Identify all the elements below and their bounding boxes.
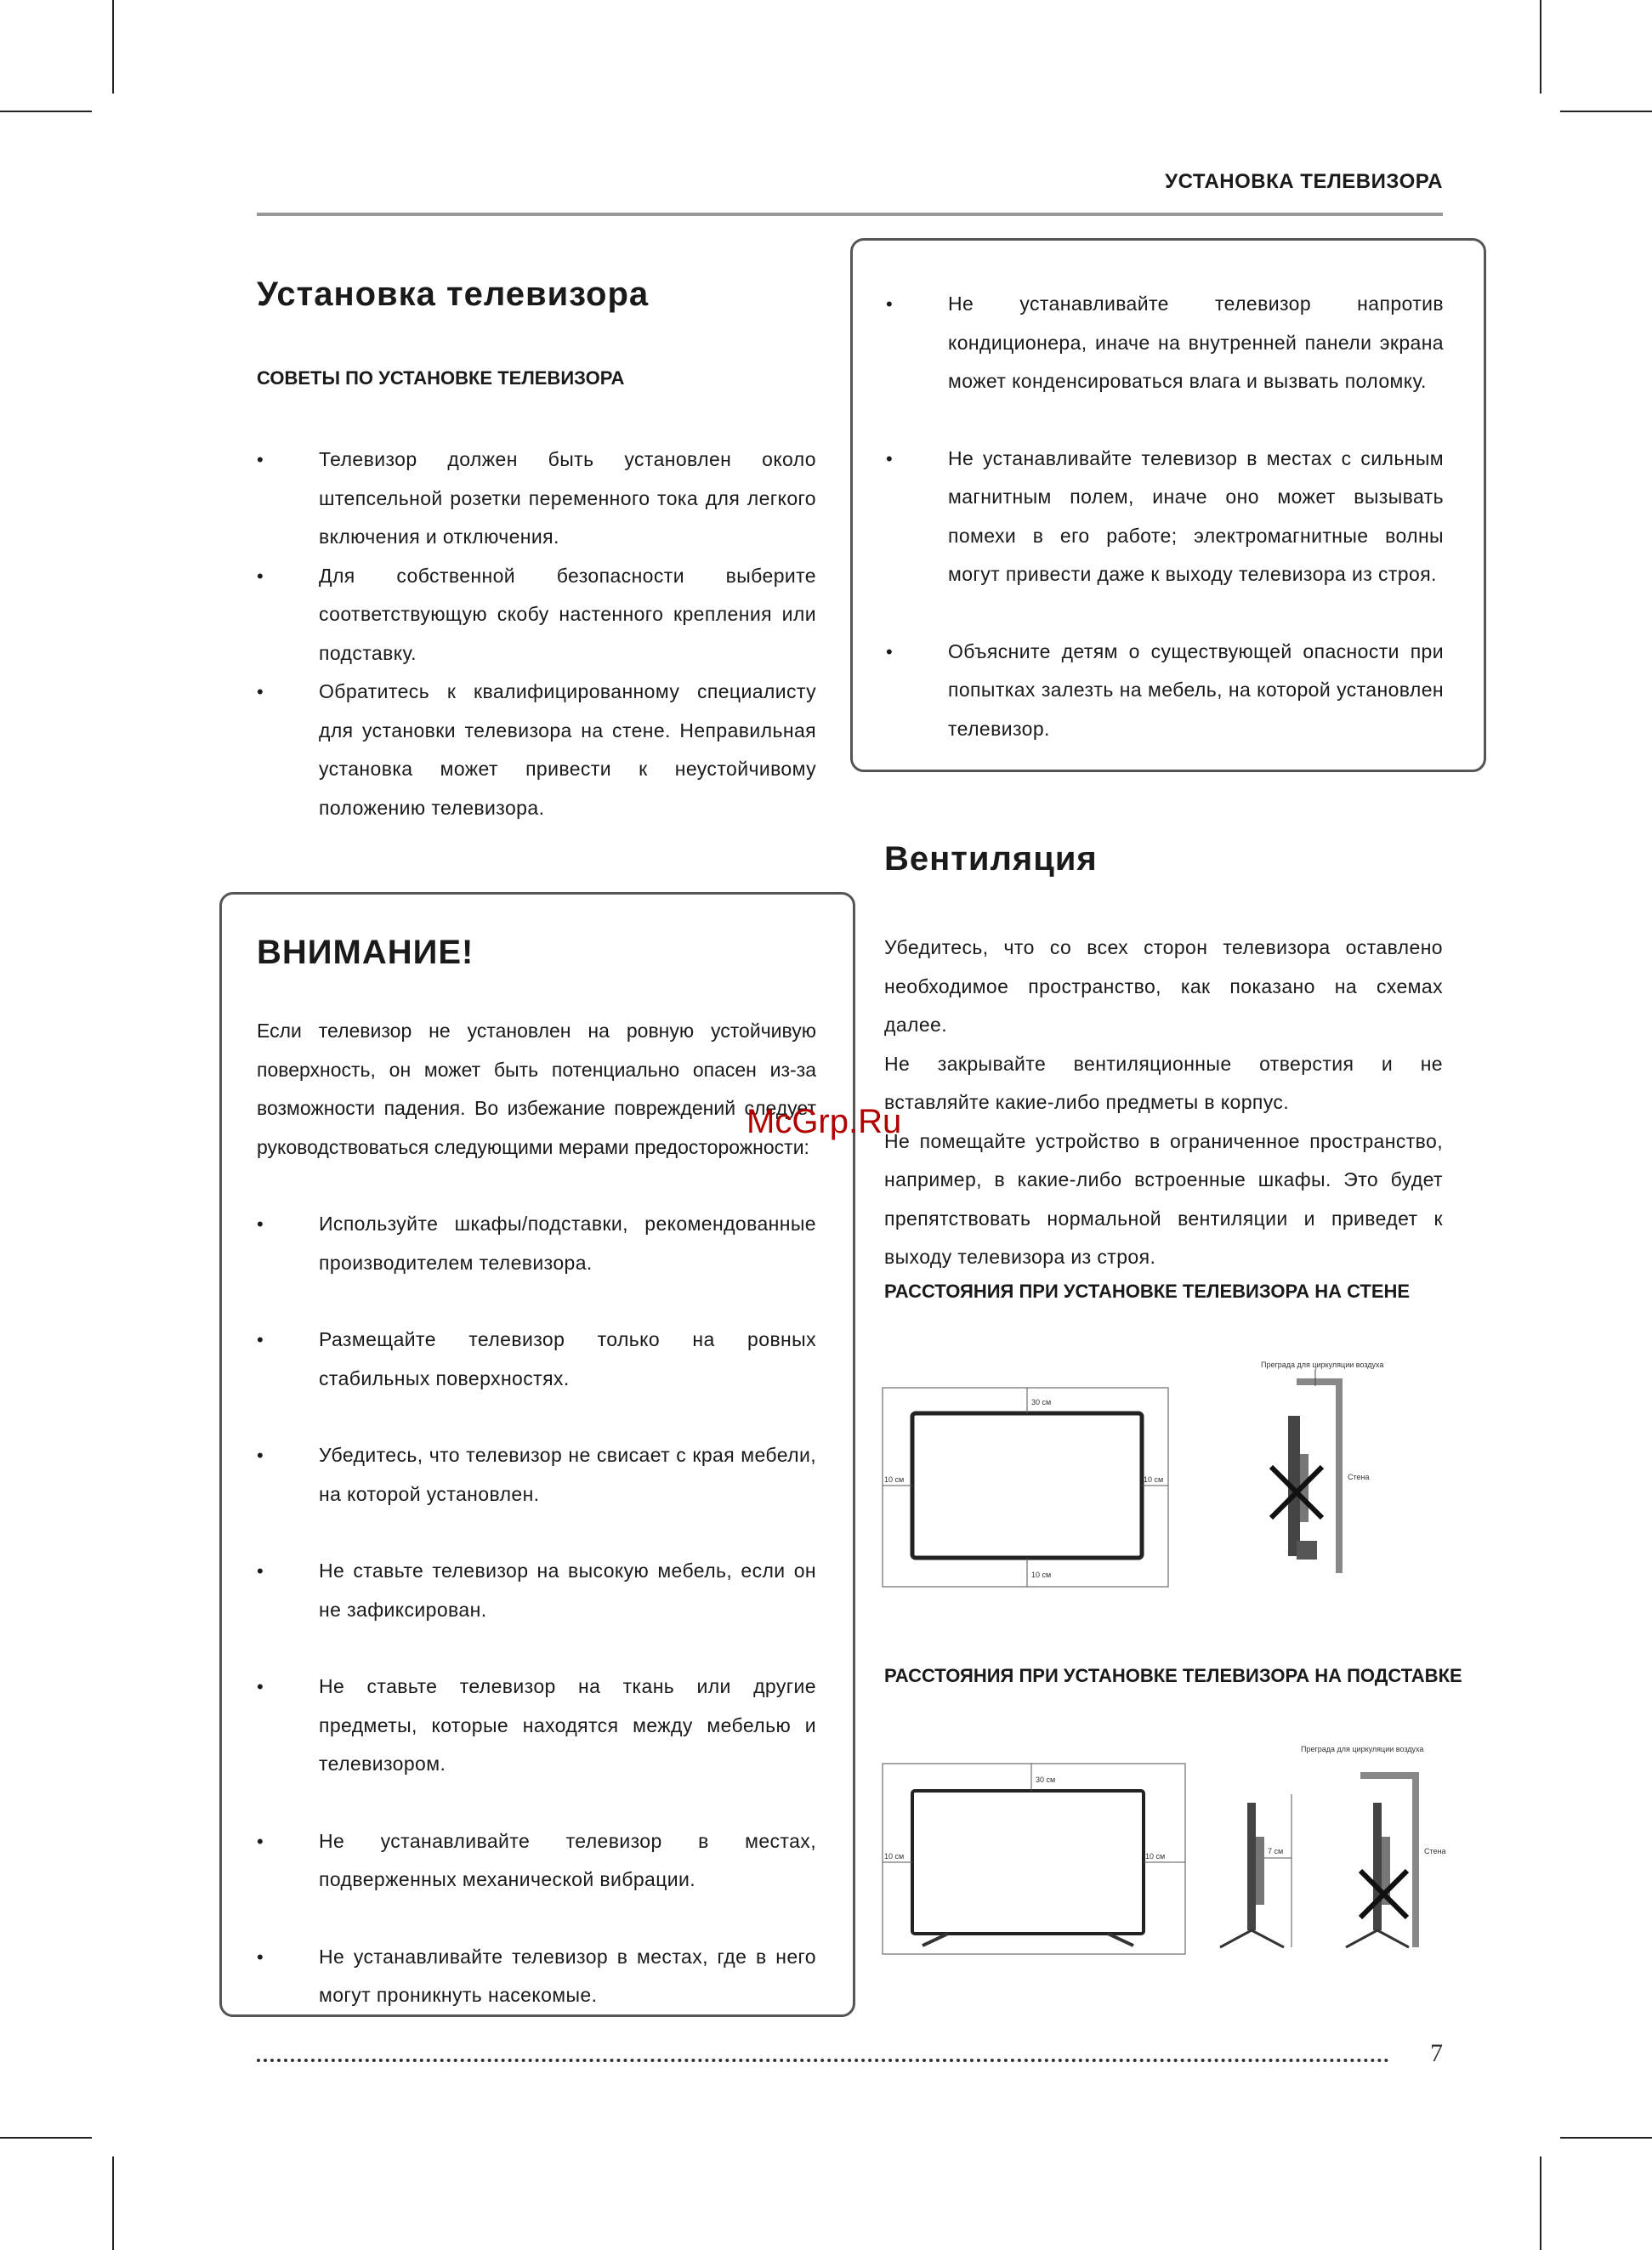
crop-mark	[0, 2137, 92, 2139]
list-item: • Не устанавливайте телевизор в местах, подверженных механической вибрации.	[257, 1822, 816, 1900]
bullet-icon: •	[886, 293, 894, 315]
list-item: • Не устанавливайте телевизор в местах, где в него могут проникнуть насекомые.	[257, 1938, 816, 2015]
crop-mark	[112, 0, 114, 94]
bullet-icon: •	[257, 1329, 264, 1350]
bullet-icon: •	[257, 1445, 264, 1466]
list-item: • Обратитесь к квалифицированному специалисту для установки телевизора на стене. Неправильная установка может привести к неустойчивому положению телевизора.	[257, 673, 816, 827]
warning-title: ВНИМАНИЕ!	[257, 934, 474, 971]
list-item: • Убедитесь, что телевизор не свисает с края мебели, на которой установлен.	[257, 1436, 816, 1514]
bullet-icon: •	[257, 681, 264, 702]
list-item: • Не ставьте телевизор на высокую мебель, если он не зафиксирован.	[257, 1552, 816, 1629]
crop-mark	[1560, 111, 1652, 112]
list-item: • Размещайте телевизор только на ровных стабильных поверхностях.	[257, 1321, 816, 1398]
bullet-icon: •	[886, 640, 894, 662]
tips-list	[257, 440, 816, 827]
stand-foot	[1346, 1930, 1377, 1947]
bullet-icon: •	[257, 1213, 264, 1235]
bullet-icon: •	[257, 449, 264, 470]
label-wall: Стена	[1424, 1847, 1446, 1855]
paragraph: Не помещайте устройство в ограниченное пространство, например, в какие-либо встроенные шкафы. Это будет препятствовать нормальной вентиляции и приведет к выходу телевизора из строя.	[884, 1129, 1443, 1268]
stand-foot	[1377, 1930, 1409, 1947]
crop-mark	[112, 2156, 114, 2250]
list-item: • Не ставьте телевизор на ткань или другие предметы, которые находятся между мебелью и телевизором.	[257, 1668, 816, 1784]
list-item: • Для собственной безопасности выберите соответствующую скобу настенного крепления или подставку.	[257, 557, 816, 673]
bullet-icon: •	[886, 447, 894, 469]
label-left: 10 см	[884, 1475, 905, 1484]
tv-side	[1247, 1803, 1256, 1930]
crop-mark	[1560, 2137, 1652, 2139]
label-barrier: Преграда для циркуляции воздуха	[1261, 1361, 1384, 1369]
stand-distances-heading: РАССТОЯНИЯ ПРИ УСТАНОВКЕ ТЕЛЕВИЗОРА НА ПОДСТАВКЕ	[884, 1665, 1462, 1686]
tips-heading: СОВЕТЫ ПО УСТАНОВКЕ ТЕЛЕВИЗОРА	[257, 367, 625, 389]
ventilation-title: Вентиляция	[884, 840, 1098, 878]
header-rule	[257, 213, 1443, 216]
page-number: 7	[1430, 2039, 1443, 2067]
label-top: 30 см	[1031, 1398, 1052, 1406]
wall-mount-diagram	[880, 1352, 1424, 1607]
label-barrier: Преграда для циркуляции воздуха	[1301, 1745, 1424, 1753]
stand-foot	[1108, 1934, 1133, 1946]
watermark: McGrp.Ru	[747, 1103, 902, 1140]
footer-dotted-rule	[257, 2059, 1389, 2062]
label-side: 7 см	[1268, 1847, 1284, 1855]
label-top: 30 см	[1036, 1776, 1056, 1784]
list-item: • Объясните детям о существующей опасности при попытках залезть на мебель, на которой установлен телевизор.	[886, 633, 1444, 749]
stand-foot	[1252, 1930, 1284, 1947]
label-wall: Стена	[1348, 1473, 1370, 1481]
label-left: 10 см	[884, 1852, 905, 1861]
paragraph: Не закрывайте вентиляционные отверстия и не вставляйте какие-либо предметы в корпус.	[884, 1052, 1443, 1113]
paragraph: Убедитесь, что со всех сторон телевизора оставлено необходимое пространство, как показано на схемах далее.	[884, 936, 1443, 1036]
crop-mark	[1540, 2156, 1541, 2250]
tv-side-base	[1297, 1541, 1317, 1560]
list-item: • Не устанавливайте телевизор напротив кондиционера, иначе на внутренней панели экрана может конденсироваться влага и вызвать поломку.	[886, 285, 1444, 401]
stand-foot	[1220, 1930, 1252, 1947]
tv-frame	[912, 1413, 1142, 1558]
crop-mark	[0, 111, 92, 112]
bullet-icon: •	[257, 565, 264, 587]
ventilation-text	[884, 929, 1443, 1277]
bullet-icon: •	[257, 1946, 264, 1968]
label-bottom: 10 см	[1031, 1571, 1052, 1579]
crop-mark	[1540, 0, 1541, 94]
list-item: • Не устанавливайте телевизор в местах с сильным магнитным полем, иначе оно может вызывать помехи в его работе; электромагнитные волны могут привести даже к выходу телевизора из строя.	[886, 440, 1444, 594]
tv-frame	[912, 1791, 1144, 1934]
label-right: 10 см	[1145, 1852, 1166, 1861]
bullet-icon: •	[257, 1676, 264, 1697]
bullet-icon: •	[257, 1830, 264, 1852]
running-header: УСТАНОВКА ТЕЛЕВИЗОРА	[1165, 170, 1443, 193]
stand-foot	[923, 1934, 948, 1946]
warning-intro: Если телевизор не установлен на ровную устойчивую поверхность, он может быть потенциально опасен из-за возможности падения. Во избежание повреждений следует руководствоваться следующими мерами предосторожности:	[257, 1020, 816, 1158]
caution-list	[886, 285, 1444, 748]
list-item: • Используйте шкафы/подставки, рекомендованные производителем телевизора.	[257, 1205, 816, 1282]
tv-side-back	[1256, 1837, 1264, 1905]
bullet-icon: •	[257, 1560, 264, 1582]
page-title: Установка телевизора	[257, 276, 650, 313]
warning-list	[257, 1205, 816, 2015]
wall-distances-heading: РАССТОЯНИЯ ПРИ УСТАНОВКЕ ТЕЛЕВИЗОРА НА СТЕНЕ	[884, 1281, 1411, 1302]
tv-side	[1373, 1803, 1382, 1930]
label-right: 10 см	[1144, 1475, 1164, 1484]
list-item: • Телевизор должен быть установлен около штепсельной розетки переменного тока для легкого включения и отключения.	[257, 440, 816, 557]
stand-mount-diagram	[880, 1735, 1458, 1973]
